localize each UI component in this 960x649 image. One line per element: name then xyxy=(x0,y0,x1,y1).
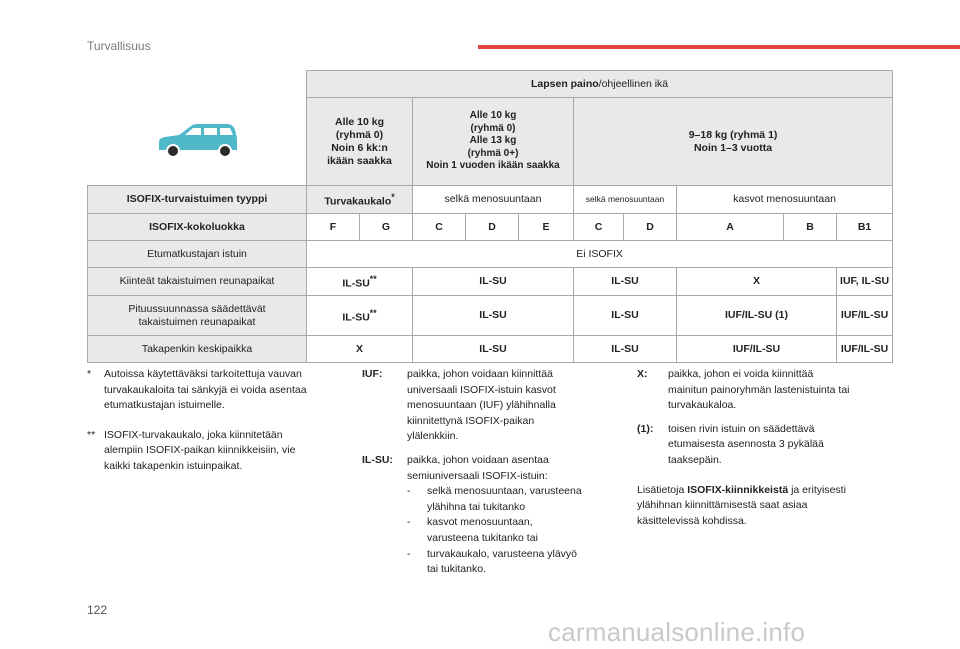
class-cell: B xyxy=(784,214,837,241)
group-1-header: 9–18 kg (ryhmä 1) Noin 1–3 vuotta xyxy=(574,98,893,186)
footnotes xyxy=(87,367,352,489)
row-label-rear-outer-adjustable: Pituussuunnassa säädettävät takaistuimen reunapaikat xyxy=(88,296,307,336)
footnote-mark: * xyxy=(87,368,92,380)
front-seat-no-isofix: Ei ISOFIX xyxy=(307,241,893,268)
table-cell: IL-SU** xyxy=(307,268,413,296)
footnote-mark: ** xyxy=(87,428,96,441)
footnote-double-star: ** ISOFIX-turvakaukalo, joka kiinnitetään alempiin ISOFIX-paikan kiinnikkeisiin, vie kaikki takapenkin istuinpaikat. xyxy=(87,428,352,475)
group-0plus-header: Alle 10 kg (ryhmä 0) Alle 13 kg (ryhmä 0+) Noin 1 vuoden ikään saakka xyxy=(413,98,574,186)
definition-note-1: (1): toisen rivin istuin on säädettävä etumaisesta asennosta 3 pykälää taaksepäin. xyxy=(637,422,897,469)
table-cell: X xyxy=(307,336,413,363)
table-cell: IUF, IL-SU xyxy=(837,268,893,296)
class-cell: E xyxy=(519,214,574,241)
definition-term: IL-SU: xyxy=(362,453,393,466)
type-carrycot: Turvakaukalo* xyxy=(307,186,413,214)
group-0-header: Alle 10 kg (ryhmä 0) Noin 6 kk:n ikään saakka xyxy=(307,98,413,186)
row-label-rear-middle: Takapenkin keskipaikka xyxy=(88,336,307,363)
table-cell: IL-SU xyxy=(413,336,574,363)
definition-term: X: xyxy=(637,368,648,380)
table-cell: IUF/IL-SU (1) xyxy=(677,296,837,336)
class-cell: D xyxy=(624,214,677,241)
definitions-middle xyxy=(362,367,612,586)
table-cell: IL-SU xyxy=(574,268,677,296)
page-number: 122 xyxy=(87,603,108,617)
definition-ilsu: IL-SU: paikka, johon voidaan asentaa semiuniversaali ISOFIX-istuin: - selkä menosuuntaan, varusteena ylähihna tai tukitanko - kasvot menosuuntaan, varusteena tukitanko tai - turvakaukalo, varusteena ylävyö tai tukitanko. xyxy=(362,453,612,578)
accent-bar xyxy=(478,45,960,49)
table-cell: IL-SU xyxy=(574,296,677,336)
class-cell: F xyxy=(307,214,360,241)
table-cell: IUF/IL-SU xyxy=(837,336,893,363)
isofix-table xyxy=(87,70,893,363)
class-cell: A xyxy=(677,214,784,241)
table-cell: IUF/IL-SU xyxy=(837,296,893,336)
car-icon xyxy=(155,120,239,162)
row-label-front-seat: Etumatkustajan istuin xyxy=(88,241,307,268)
definition-term: IUF: xyxy=(362,368,383,380)
weight-header: Lapsen paino/ohjeellinen ikä xyxy=(307,71,893,98)
watermark: carmanualsonline.info xyxy=(548,617,806,647)
class-cell: C xyxy=(574,214,624,241)
class-row-label: ISOFIX-kokoluokka xyxy=(88,214,307,241)
table-cell: IL-SU xyxy=(574,336,677,363)
table-cell: X xyxy=(677,268,837,296)
type-row-label: ISOFIX-turvaistuimen tyyppi xyxy=(88,186,307,214)
table-cell: IL-SU** xyxy=(307,296,413,336)
definition-x: X: paikka, johon ei voida kiinnittää mainitun painoryhmän lastenistuinta tai turvakaukaloa. xyxy=(637,367,897,414)
table-cell: IUF/IL-SU xyxy=(677,336,837,363)
footnote-single-star: * Autoissa käytettäväksi tarkoitettuja vauvan turvakaukaloita tai sänkyjä ei voida asentaa etumatkustajan istuimelle. xyxy=(87,367,352,414)
type-rear-facing-2: selkä menosuuntaan xyxy=(574,186,677,214)
definition-term: (1): xyxy=(637,422,654,435)
table-cell: IL-SU xyxy=(413,268,574,296)
definition-iuf: IUF: paikka, johon voidaan kiinnittää universaali ISOFIX-istuin kasvot menosuuntaan (IUF) ylähihnalla kiinnitettynä ISOFIX-paikan ylälenkkiin. xyxy=(362,367,612,445)
class-cell: B1 xyxy=(837,214,893,241)
list-item: - kasvot menosuuntaan, varusteena tukitanko tai xyxy=(407,516,538,544)
type-forward-facing: kasvot menosuuntaan xyxy=(677,186,893,214)
list-item: - turvakaukalo, varusteena ylävyö tai tukitanko. xyxy=(407,547,577,576)
class-cell: C xyxy=(413,214,466,241)
table-cell: IL-SU xyxy=(413,296,574,336)
class-cell: D xyxy=(466,214,519,241)
class-cell: G xyxy=(360,214,413,241)
type-rear-facing: selkä menosuuntaan xyxy=(413,186,574,214)
list-item: - selkä menosuuntaan, varusteena ylähihna tai tukitanko xyxy=(407,485,582,513)
row-label-rear-outer-fixed: Kiinteät takaistuimen reunapaikat xyxy=(88,268,307,296)
isofix-info-paragraph: Lisätietoja ISOFIX-kiinnikkeistä ja erityisesti ylähihnan kiinnittämisestä saat asiaa käsittelevissä kohdissa. xyxy=(637,483,846,527)
section-title: Turvallisuus xyxy=(87,39,151,53)
car-illustration xyxy=(155,120,239,162)
definitions-right xyxy=(637,367,897,529)
